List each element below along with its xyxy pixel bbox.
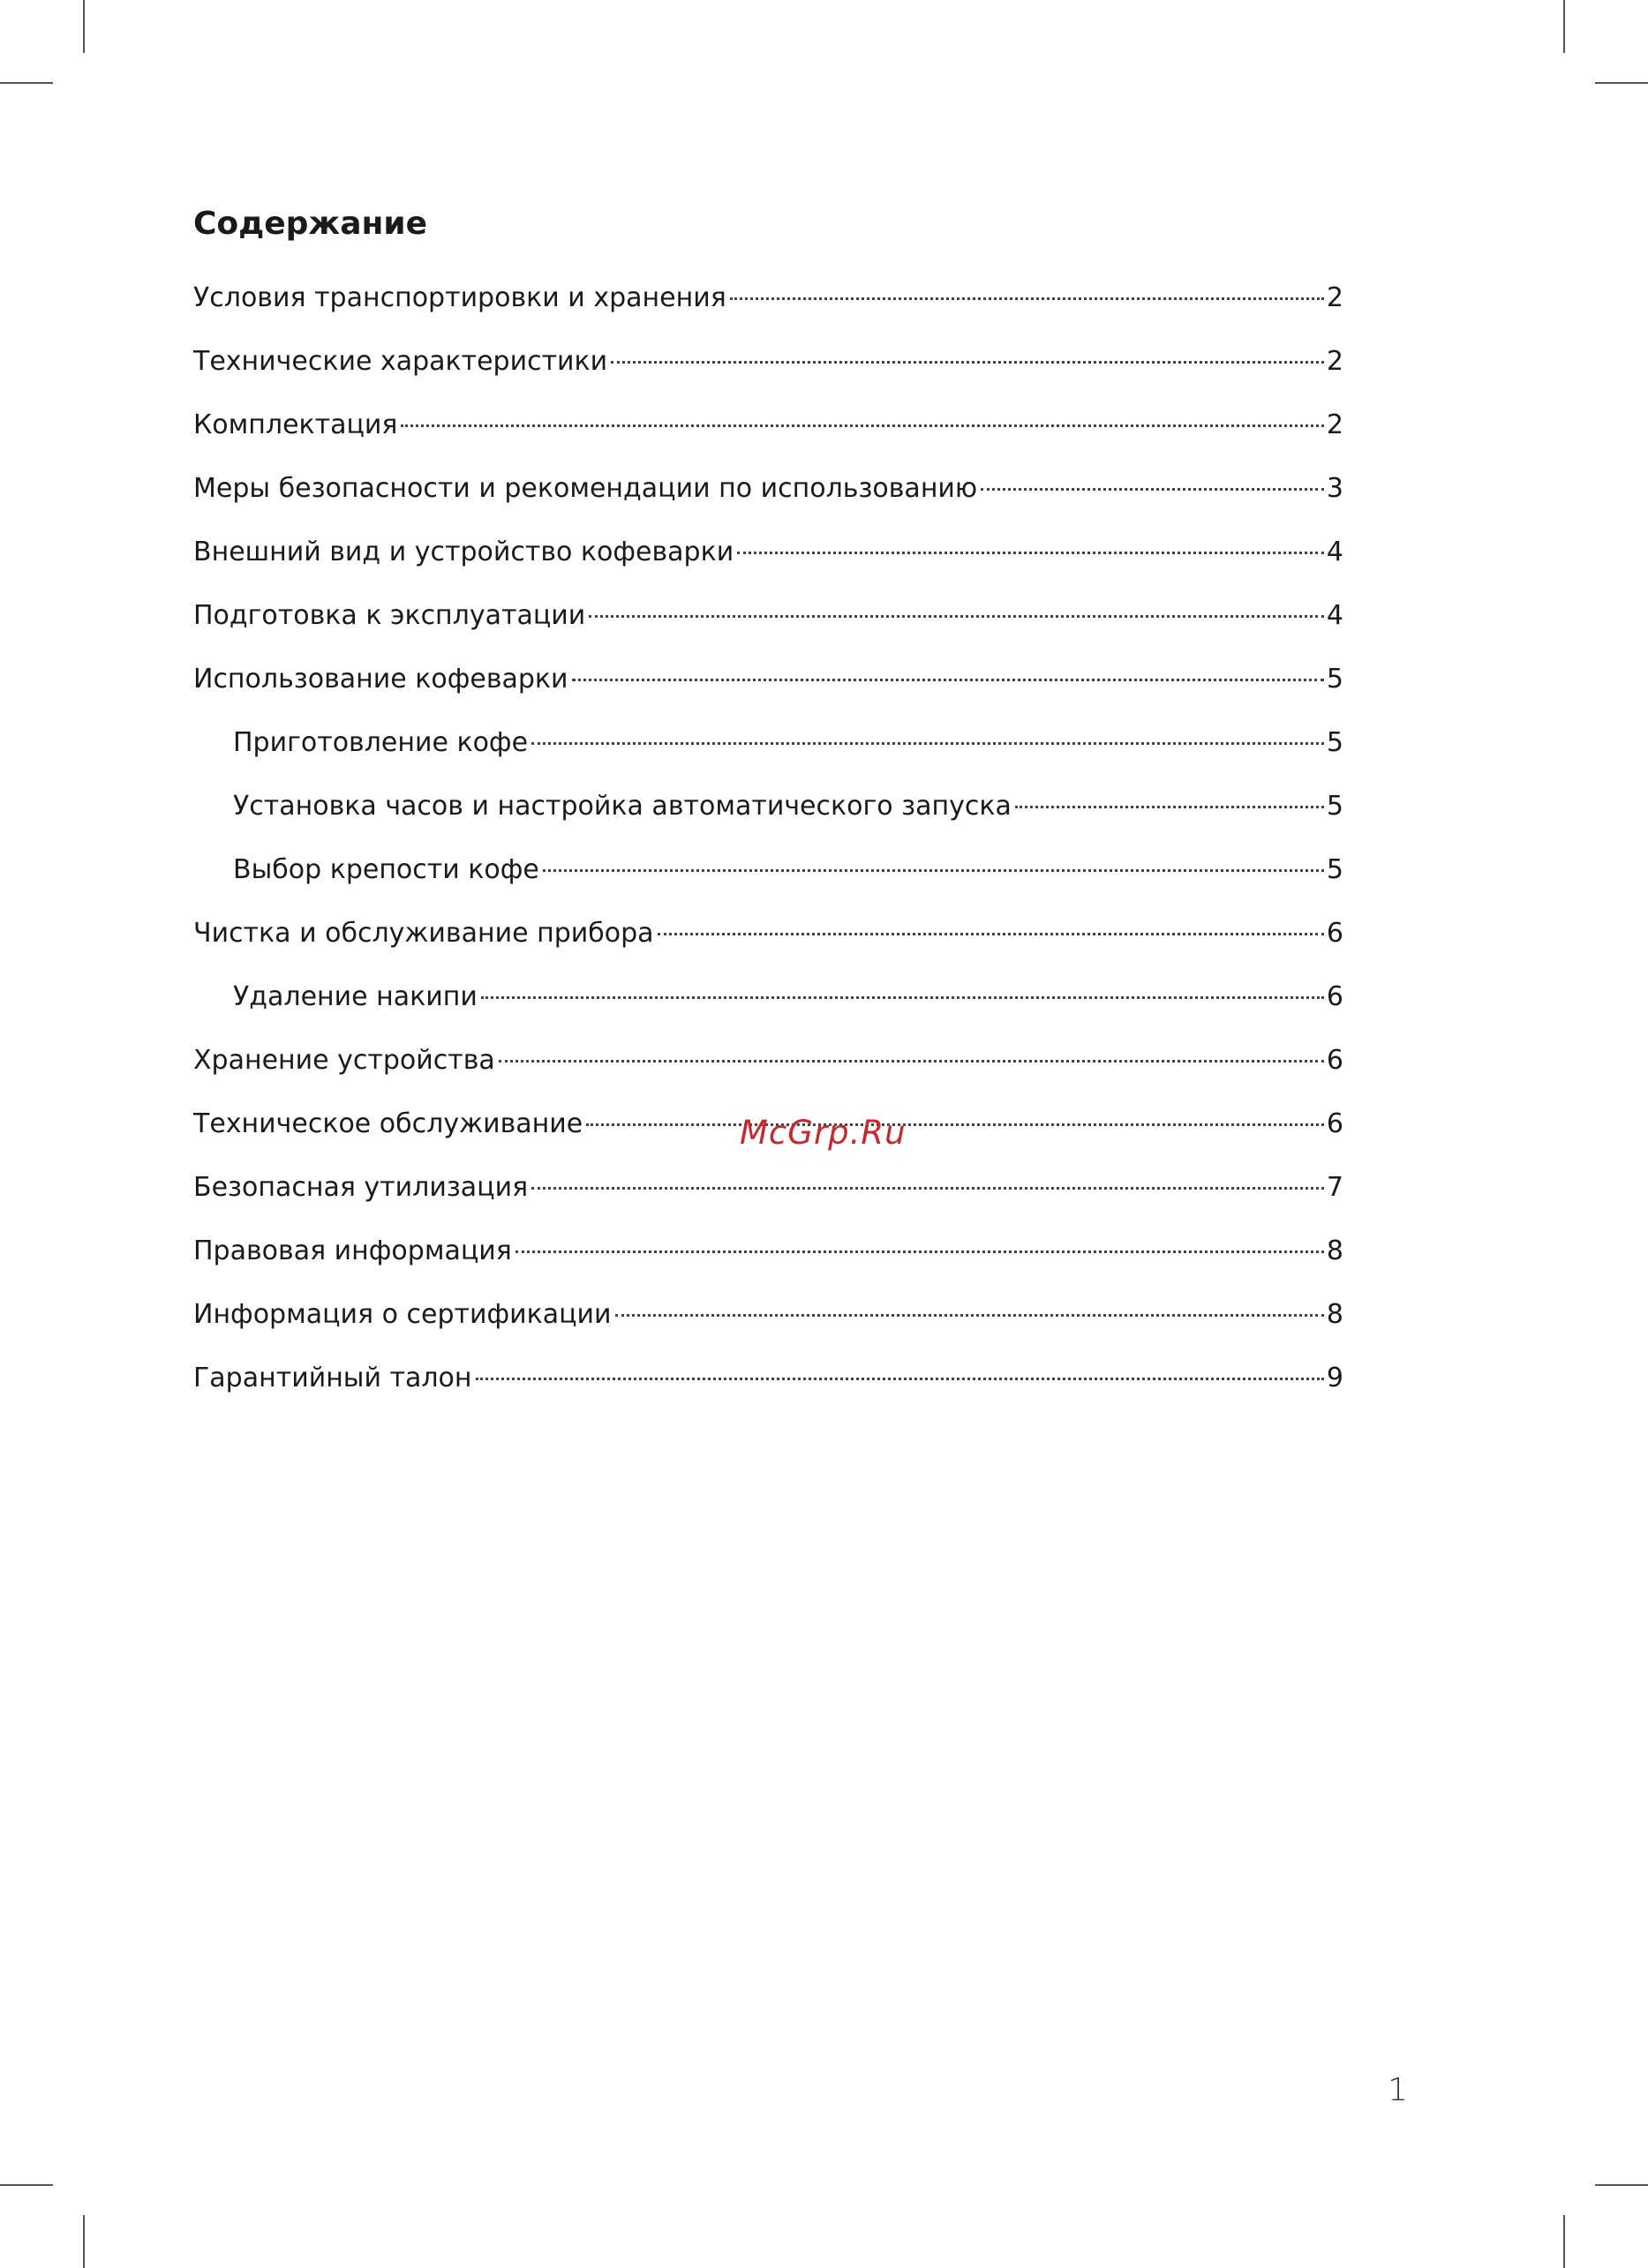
toc-entry-label: Установка часов и настройка автоматического запуска — [233, 791, 1012, 822]
page-number: 1 — [1388, 2072, 1408, 2108]
watermark: McGrp.Ru — [740, 1114, 907, 1152]
toc-entry[interactable] — [193, 584, 1343, 648]
crop-mark-top-left-horizontal — [0, 82, 53, 84]
toc-dot-leader — [586, 1123, 1324, 1126]
toc-entry-page: 5 — [1326, 664, 1343, 695]
crop-mark-bottom-right-vertical — [1563, 2215, 1565, 2268]
toc-entry-label: Безопасная утилизация — [193, 1172, 529, 1203]
toc-entry[interactable] — [193, 521, 1343, 584]
toc-dot-leader — [615, 1314, 1324, 1317]
toc-entry-page: 8 — [1326, 1235, 1343, 1266]
toc-dot-leader — [543, 869, 1324, 872]
toc-entry-page: 6 — [1326, 1045, 1343, 1076]
toc-entry-label: Гарантийный талон — [193, 1363, 472, 1393]
toc-entry-label: Внешний вид и устройство кофеварки — [193, 537, 734, 567]
toc-entry-page: 2 — [1326, 346, 1343, 377]
toc-entry[interactable] — [193, 965, 1343, 1029]
toc-entry-label: Информация о сертификации — [193, 1299, 612, 1330]
toc-entry[interactable] — [193, 457, 1343, 521]
toc-entry-page: 4 — [1326, 600, 1343, 631]
crop-mark-top-right-horizontal — [1595, 82, 1648, 84]
toc-list — [193, 267, 1343, 1410]
toc-entry-label: Условия транспортировки и хранения — [193, 282, 726, 313]
toc-entry-label: Хранение устройства — [193, 1045, 495, 1076]
toc-entry[interactable] — [193, 902, 1343, 965]
toc-dot-leader — [572, 679, 1324, 681]
toc-entry-label: Чистка и обслуживание прибора — [193, 918, 654, 949]
toc-entry-label: Выбор крепости кофе — [233, 854, 539, 885]
crop-mark-top-left-vertical — [83, 0, 85, 53]
toc-entry[interactable] — [193, 648, 1343, 711]
toc-entry-label: Техническое обслуживание — [193, 1108, 583, 1139]
toc-entry-label: Комплектация — [193, 409, 398, 440]
toc-dot-leader — [499, 1060, 1324, 1063]
toc-dot-leader — [401, 424, 1323, 427]
toc-entry[interactable] — [193, 1220, 1343, 1283]
toc-dot-leader — [515, 1250, 1324, 1253]
toc-entry-page: 2 — [1326, 282, 1343, 313]
toc-dot-leader — [611, 361, 1324, 364]
toc-dot-leader — [658, 933, 1324, 935]
toc-dot-leader — [981, 488, 1324, 491]
crop-mark-top-right-vertical — [1563, 0, 1565, 53]
toc-dot-leader — [730, 297, 1324, 300]
toc-entry-label: Удаление накипи — [233, 981, 478, 1012]
toc-entry-label: Технические характеристики — [193, 346, 608, 377]
toc-entry[interactable] — [193, 1347, 1343, 1410]
toc-dot-leader — [531, 1187, 1324, 1190]
toc-entry-page: 6 — [1326, 1108, 1343, 1139]
toc-entry[interactable] — [193, 267, 1343, 330]
toc-entry-label: Подготовка к эксплуатации — [193, 600, 586, 631]
crop-mark-bottom-right-horizontal — [1595, 2184, 1648, 2186]
toc-entry-page: 5 — [1326, 791, 1343, 822]
crop-mark-bottom-left-vertical — [83, 2215, 85, 2268]
toc-entry-page: 6 — [1326, 981, 1343, 1012]
toc-entry-label: Использование кофеварки — [193, 664, 568, 695]
toc-dot-leader — [737, 552, 1324, 554]
toc-entry[interactable] — [193, 838, 1343, 902]
toc-entry-page: 9 — [1326, 1363, 1343, 1393]
toc-entry-page: 2 — [1326, 409, 1343, 440]
toc-entry[interactable] — [193, 394, 1343, 457]
toc-entry[interactable] — [193, 1029, 1343, 1093]
toc-entry-page: 5 — [1326, 854, 1343, 885]
toc-dot-leader — [589, 615, 1324, 618]
toc-entry[interactable] — [193, 711, 1343, 775]
toc-dot-leader — [476, 1378, 1324, 1380]
toc-entry-label: Правовая информация — [193, 1235, 512, 1266]
toc-entry-page: 3 — [1326, 473, 1343, 504]
toc-entry[interactable] — [193, 775, 1343, 838]
toc-entry-page: 5 — [1326, 727, 1343, 758]
toc-dot-leader — [481, 996, 1324, 999]
toc-entry-label: Меры безопасности и рекомендации по использованию — [193, 473, 978, 504]
toc-dot-leader — [1015, 806, 1324, 808]
toc-entry-page: 6 — [1326, 918, 1343, 949]
toc-entry-page: 8 — [1326, 1299, 1343, 1330]
toc-entry[interactable] — [193, 330, 1343, 394]
toc-entry-page: 4 — [1326, 537, 1343, 567]
toc-entry-label: Приготовление кофе — [233, 727, 529, 758]
toc-title: Содержание — [193, 206, 428, 242]
toc-entry-page: 7 — [1326, 1172, 1343, 1203]
crop-mark-bottom-left-horizontal — [0, 2184, 53, 2186]
toc-entry[interactable] — [193, 1283, 1343, 1347]
toc-entry[interactable] — [193, 1156, 1343, 1220]
toc-dot-leader — [531, 742, 1324, 745]
